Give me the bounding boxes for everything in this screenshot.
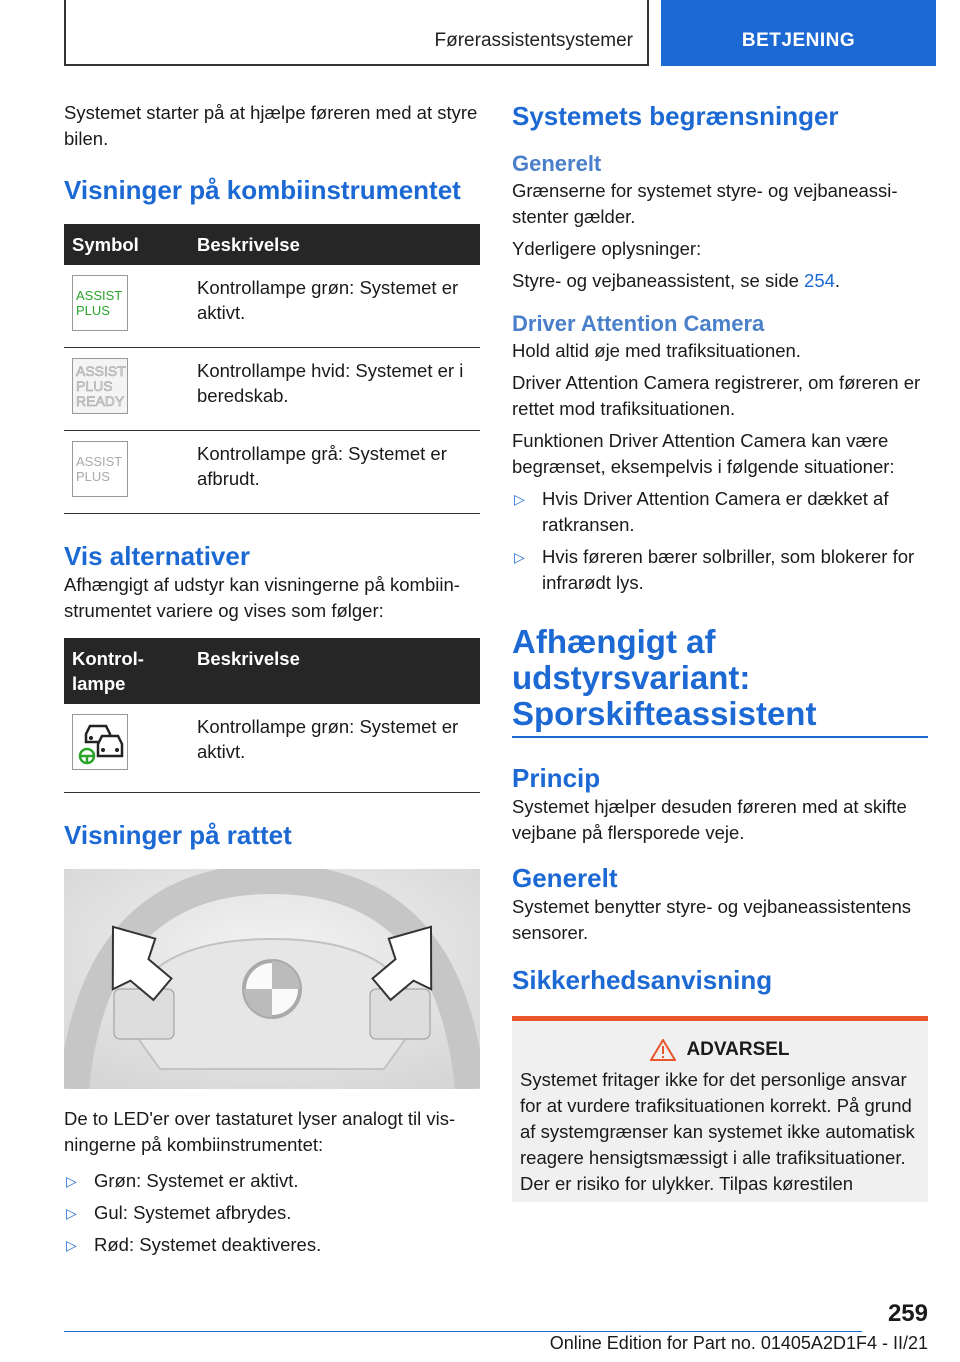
triangle-bullet-icon: ▷ bbox=[514, 549, 525, 565]
wheel-led-list bbox=[64, 1168, 480, 1258]
principle-text: Systemet hjælper desuden føreren med at skifte vejbane på flersporede veje. bbox=[512, 796, 907, 843]
camera-limits-list bbox=[512, 486, 928, 596]
warning-box bbox=[512, 1016, 928, 1202]
table-header-row bbox=[64, 224, 480, 265]
header-section-box bbox=[64, 0, 649, 66]
header-chapter-tab[interactable] bbox=[661, 0, 936, 66]
table-header-row bbox=[64, 638, 480, 704]
steering-wheel-image bbox=[64, 869, 480, 1089]
general1-text: Grænserne for systemet styre- og vejbaneassistenter gælder. bbox=[512, 180, 898, 227]
table-row bbox=[64, 348, 480, 431]
symbol-table bbox=[64, 224, 480, 514]
assist-plus-green-icon: ASSIST PLUS bbox=[72, 275, 128, 331]
heading-lane-change-block bbox=[512, 624, 928, 738]
heading-display: Visninger på kombiinstrumentet bbox=[64, 175, 461, 205]
table-cell-description: Kontrollampe hvid: Systemet er i beredskab. bbox=[189, 348, 480, 431]
warning-triangle-icon bbox=[650, 1039, 676, 1061]
warning-text: Systemet fritager ikke for det personlige ansvar for at vurdere trafiksituationen korrekt. På grund af systemgrænser kan systemet ikke automatisk reagere hensigtsmæssigt i alle trafiksituationer. Der er risiko for ulykker. Tilpas kørestilen bbox=[520, 1069, 915, 1194]
table-row bbox=[64, 704, 480, 793]
heading-general-2: Generelt bbox=[512, 863, 618, 893]
warning-title: ADVARSEL bbox=[686, 1039, 790, 1060]
list-item: ▷ Hvis føreren bærer solbriller, som blokerer for infrarødt lys. bbox=[514, 546, 915, 593]
general2-text: Systemet benytter styre- og vejbaneassistentens sensorer. bbox=[512, 896, 911, 943]
table-row bbox=[64, 265, 480, 348]
triangle-bullet-icon: ▷ bbox=[514, 491, 525, 507]
triangle-bullet-icon: ▷ bbox=[66, 1237, 77, 1253]
assist-plus-grey-icon: ASSIST PLUS bbox=[72, 441, 128, 497]
table-col-symbol: Symbol bbox=[64, 224, 189, 265]
table-col-description: Beskrivelse bbox=[189, 224, 480, 265]
camera-text-2: Driver Attention Camera registrerer, om føreren er rettet mod trafiksituationen. bbox=[512, 372, 921, 419]
heading-principle: Princip bbox=[512, 763, 601, 793]
intro-text: Systemet starter på at hjælpe føreren med at styre bilen. bbox=[64, 102, 478, 149]
list-item: ▷ Gul: Systemet afbrydes. bbox=[64, 1200, 480, 1226]
list-item: ▷ Grøn: Systemet er aktivt. bbox=[64, 1168, 480, 1194]
header-section-title: Førerassistentsystemer bbox=[434, 30, 633, 51]
camera-text-3: Funktionen Driver Attention Camera kan være begrænset, eksempelvis i følgende situationer: bbox=[512, 430, 895, 477]
lamp-table bbox=[64, 638, 480, 793]
left-column bbox=[64, 100, 480, 1264]
list-item: ▷ Rød: Systemet deaktiveres. bbox=[64, 1232, 480, 1258]
camera-text-1: Hold altid øje med trafiksituationen. bbox=[512, 340, 801, 361]
footer-edition: Online Edition for Part no. 01405A2D1F4 - II/21 bbox=[549, 1333, 928, 1353]
heading-lane-change-1: Afhængigt af bbox=[512, 623, 716, 660]
more-info-text: Yderligere oplysninger: bbox=[512, 238, 702, 259]
heading-camera: Driver Attention Camera bbox=[512, 311, 765, 336]
right-column bbox=[512, 100, 928, 1202]
wheel-text: De to LED'er over tastaturet lyser analogt til visningerne på kombiinstrumentet: bbox=[64, 1108, 456, 1155]
table-row bbox=[64, 431, 480, 514]
heading-lane-change-2: udstyrsvariant: bbox=[512, 659, 751, 696]
header-chapter-label: BETJENING bbox=[741, 30, 856, 51]
reference-text: Styre- og vejbaneassistent, se side 254. bbox=[512, 270, 841, 291]
heading-lane-change-3: Sporskifteassistent bbox=[512, 695, 817, 732]
table-cell-description: Kontrollampe grøn: Systemet er aktivt. bbox=[189, 704, 480, 793]
triangle-bullet-icon: ▷ bbox=[66, 1205, 77, 1221]
assist-plus-ready-white-icon: ASSIST PLUS READY bbox=[72, 358, 128, 414]
heading-general-1: Generelt bbox=[512, 151, 602, 176]
table-cell-description: Kontrollampe grå: Systemet er afbrudt. bbox=[189, 431, 480, 514]
steering-assist-cars-icon bbox=[72, 714, 128, 770]
heading-safety: Sikkerhedsanvisning bbox=[512, 965, 773, 995]
alternatives-text: Afhængigt af udstyr kan visningerne på kombiinstrumentet variere og vises som følger: bbox=[64, 574, 460, 621]
table-col-description: Beskrivelse bbox=[189, 638, 480, 704]
page-number: 259 bbox=[887, 1300, 928, 1327]
triangle-bullet-icon: ▷ bbox=[66, 1173, 77, 1189]
page-reference-link[interactable]: 254 bbox=[804, 270, 835, 291]
heading-wheel: Visninger på rattet bbox=[64, 820, 292, 850]
table-col-lamp: Kontrollampe bbox=[64, 638, 189, 704]
list-item: ▷ Hvis Driver Attention Camera er dækket af ratkransen. bbox=[514, 488, 889, 535]
footer-divider bbox=[64, 1331, 862, 1332]
table-cell-description: Kontrollampe grøn: Systemet er aktivt. bbox=[189, 265, 480, 348]
heading-alternatives: Vis alternativer bbox=[64, 541, 250, 571]
heading-limits: Systemets begrænsninger bbox=[512, 101, 839, 131]
